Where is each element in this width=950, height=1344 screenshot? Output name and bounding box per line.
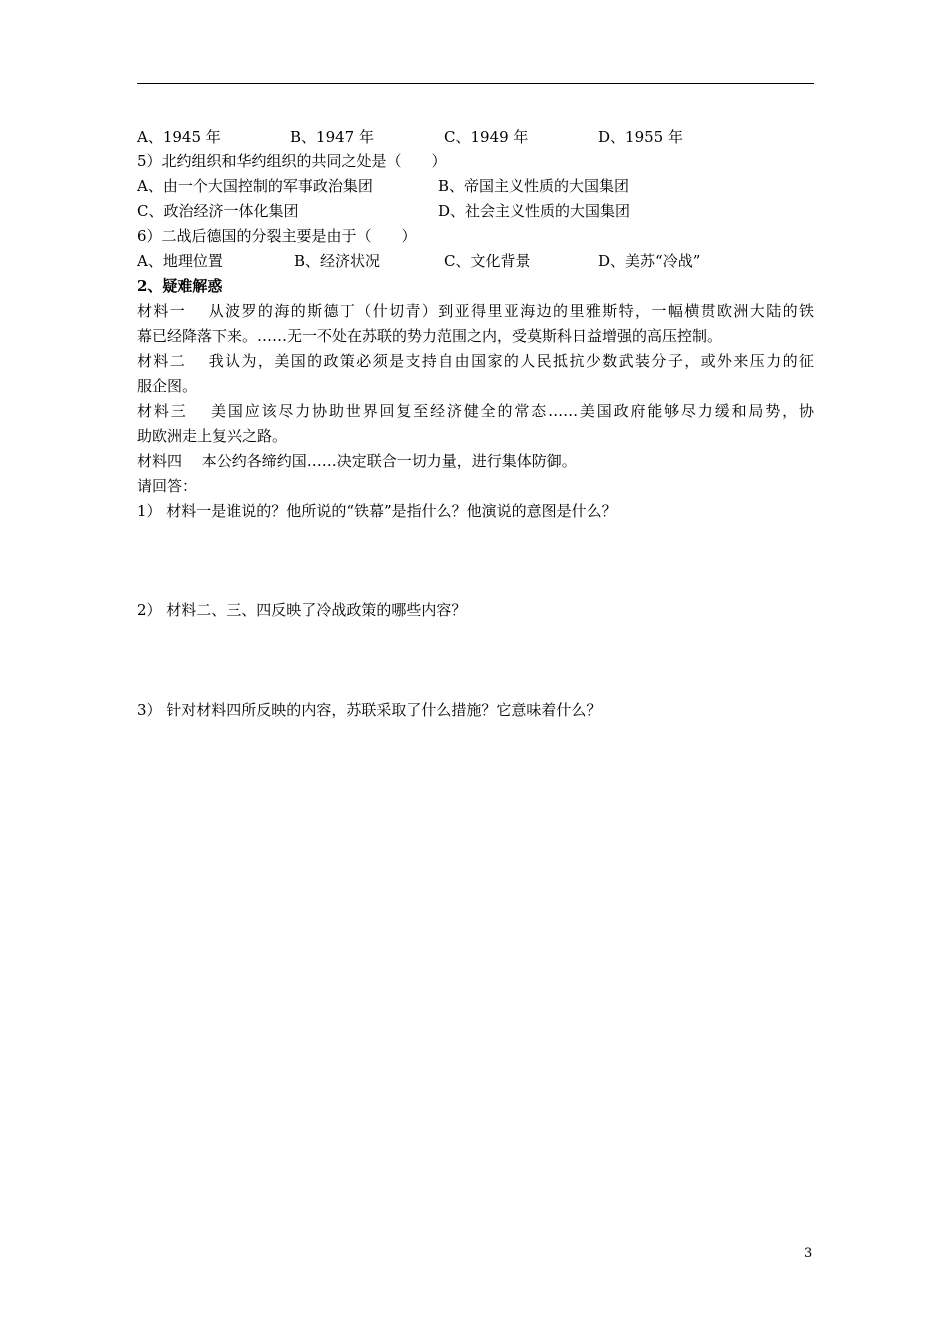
material-4-line-1: 材料四 本公约各缔约国……决定联合一切力量，进行集体防御。 (137, 452, 577, 470)
q6-stem: 6）二战后德国的分裂主要是由于（ ） (137, 227, 417, 245)
q5-option-b: B、帝国主义性质的大国集团 (438, 177, 630, 195)
q4-option-a: A、1945 年 (137, 128, 221, 146)
q5-stem: 5）北约组织和华约组织的共同之处是（ ） (137, 152, 447, 170)
section-heading: 2、疑难解惑 (137, 277, 223, 295)
q4-option-b: B、1947 年 (290, 128, 374, 146)
material-3-line-1: 材料三 美国应该尽力协助世界回复至经济健全的常态……美国政府能够尽力缓和局势，协 (137, 402, 814, 420)
material-1-line-2: 幕已经降落下来。……无一不处在苏联的势力范围之内，受莫斯科日益增强的高压控制。 (137, 327, 723, 345)
question-2: 2） 材料二、三、四反映了冷战政策的哪些内容？ (137, 601, 467, 619)
material-1-line-1: 材料一 从波罗的海的斯德丁（什切青）到亚得里亚海边的里雅斯特，一幅横贯欧洲大陆的铁 (137, 302, 814, 320)
q6-option-d: D、美苏“冷战” (598, 252, 701, 270)
material-2-line-2: 服企图。 (137, 377, 198, 395)
question-3: 3） 针对材料四所反映的内容，苏联采取了什么措施？它意味着什么？ (137, 701, 602, 719)
q4-option-d: D、1955 年 (598, 128, 683, 146)
q5-option-c: C、政治经济一体化集团 (137, 202, 299, 220)
material-2-line-1: 材料二 我认为，美国的政策必须是支持自由国家的人民抵抗少数武装分子，或外来压力的征 (137, 352, 814, 370)
q6-option-b: B、经济状况 (294, 252, 381, 270)
q4-option-c: C、1949 年 (444, 128, 529, 146)
question-1: 1） 材料一是谁说的？他所说的“铁幕”是指什么？他演说的意图是什么？ (137, 502, 617, 520)
q6-option-a: A、地理位置 (137, 252, 223, 270)
q5-option-d: D、社会主义性质的大国集团 (438, 202, 631, 220)
q6-option-c: C、文化背景 (444, 252, 531, 270)
material-3-line-2: 助欧洲走上复兴之路。 (137, 427, 288, 445)
header-rule (137, 83, 814, 84)
q5-option-a: A、由一个大国控制的军事政治集团 (137, 177, 373, 195)
answer-prompt: 请回答： (137, 477, 198, 495)
page-number: 3 (804, 1246, 813, 1261)
